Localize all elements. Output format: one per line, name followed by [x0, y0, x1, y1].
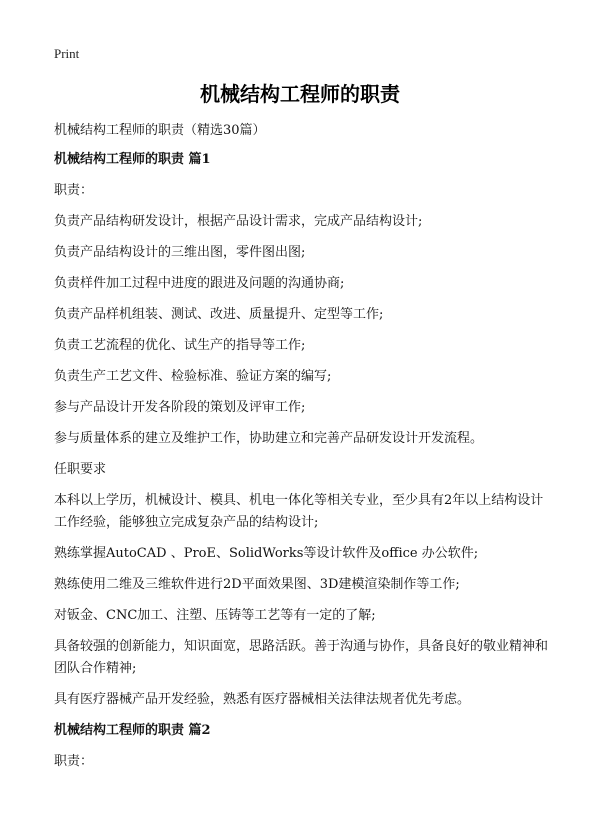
requirement-item: 本科以上学历，机械设计、模具、机电一体化等相关专业，至少具有2年以上结构设计工作经验，能够独立完成复杂产品的结构设计; — [54, 493, 544, 530]
requirement-item: 熟练使用二维及三维软件进行2D平面效果图、3D建模渲染制作等工作; — [54, 577, 460, 592]
print-link[interactable]: Print — [54, 46, 80, 61]
section-heading-1: 机械结构工程师的职责 篇1 — [54, 152, 211, 167]
document-body — [54, 149, 554, 782]
requirement-item: 熟练掌握AutoCAD 、ProE、SolidWorks等设计软件及office 办公软件; — [54, 546, 479, 561]
page-title: 机械结构工程师的职责 — [200, 82, 400, 106]
duty-item: 负责产品结构设计的三维出图，零件图出图; — [54, 245, 306, 260]
requirement-item: 具有医疗器械产品开发经验，熟悉有医疗器械相关法律法规者优先考虑。 — [54, 692, 471, 707]
requirement-item: 对钣金、CNC加工、注塑、压铸等工艺等有一定的了解; — [54, 608, 376, 623]
section-heading-2: 机械结构工程师的职责 篇2 — [54, 723, 211, 738]
duty-item: 负责工艺流程的优化、试生产的指导等工作; — [54, 338, 306, 353]
duty-item: 负责产品结构研发设计，根据产品设计需求，完成产品结构设计; — [54, 214, 423, 229]
duty-item: 负责样件加工过程中进度的跟进及问题的沟通协商; — [54, 276, 345, 291]
duty-item: 参与产品设计开发各阶段的策划及评审工作; — [54, 400, 306, 415]
requirements-label: 任职要求 — [54, 462, 107, 477]
section2-duties-label: 职责： — [54, 754, 94, 769]
duty-item: 负责生产工艺文件、检验标准、验证方案的编写; — [54, 369, 332, 384]
duty-item: 负责产品样机组装、测试、改进、质量提升、定型等工作; — [54, 307, 384, 322]
document-subtitle: 机械结构工程师的职责（精选30篇） — [54, 123, 266, 138]
duties-label: 职责： — [54, 183, 94, 198]
requirement-item: 具备较强的创新能力，知识面宽，思路活跃。善于沟通与协作，具备良好的敬业精神和团队合作精神; — [54, 639, 549, 676]
duty-item: 参与质量体系的建立及维护工作，协助建立和完善产品研发设计开发流程。 — [54, 431, 484, 446]
